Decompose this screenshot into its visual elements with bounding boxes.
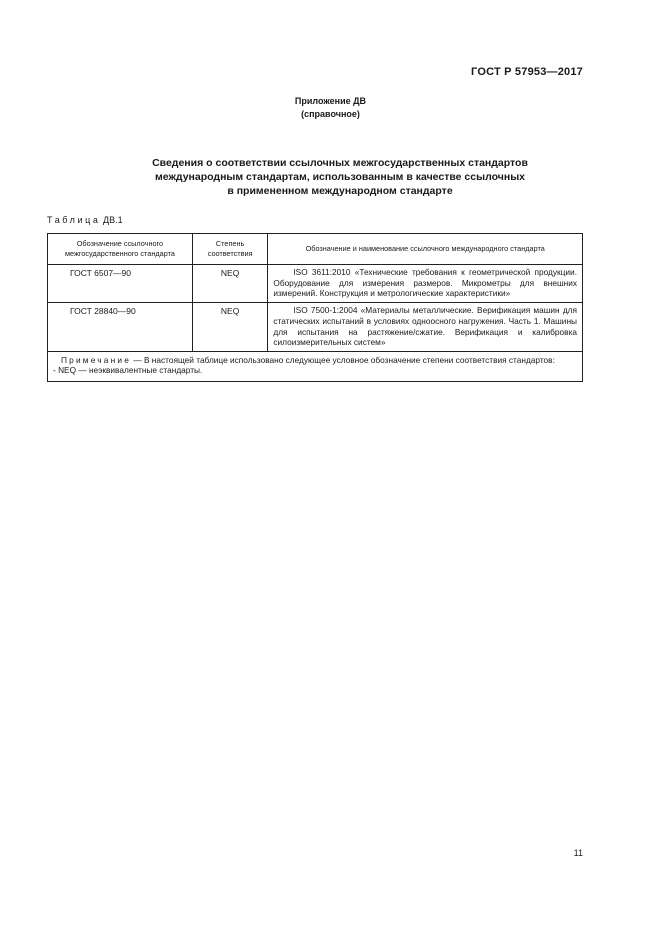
page-number: 11 <box>573 848 583 858</box>
table-header-row <box>48 234 583 265</box>
section-title-line: международным стандартам, использованным в качестве ссылочных <box>154 171 525 183</box>
header-cell-international-standard: Обозначение и наименование ссылочного международного стандарта <box>268 234 583 265</box>
note-dash: — <box>133 354 142 365</box>
cell-standard-code: ГОСТ 6507—90 <box>48 265 193 303</box>
appendix-title: Приложение ДВ <box>294 96 367 106</box>
document-number: ГОСТ Р 57953—2017 <box>471 66 583 78</box>
table-row <box>48 303 583 352</box>
cell-description: ISO 3611:2010 «Технические требования к геометрической продукции. Оборудование для измерения размеров. Микрометры для внешних измерений. Конструкция и метрологические характеристики» <box>268 265 583 303</box>
cell-degree: NEQ <box>192 265 267 303</box>
note-item: - NEQ — неэквивалентные стандарты. <box>53 365 203 376</box>
header-cell-interstate-standard: Обозначение ссылочного межгосударственного стандарта <box>48 234 193 265</box>
table-note-row <box>48 351 583 381</box>
table-note <box>48 351 583 381</box>
cell-degree: NEQ <box>192 303 267 352</box>
appendix-subtitle: (справочное) <box>301 109 360 119</box>
section-title <box>60 156 620 198</box>
header-cell-degree: Степень соответствия <box>192 234 267 265</box>
note-text: В настоящей таблице использовано следующее условное обозначение степени соответствия стандартов: <box>143 354 555 365</box>
standards-table <box>47 233 583 382</box>
table-caption <box>47 215 123 225</box>
note-label: Примечание <box>61 354 132 365</box>
table-caption-prefix: Таблица <box>47 215 101 225</box>
section-title-line: Сведения о соответствии ссылочных межгосударственных стандартов <box>152 157 528 169</box>
cell-standard-code: ГОСТ 28840—90 <box>48 303 193 352</box>
cell-description: ISO 7500-1:2004 «Материалы металлические. Верификация машин для статических испытаний в условиях одноосного нагружения. Часть 1. Машины для испытания на растяжение/сжатие. Верификация и калибровка силоизмерительных систем» <box>268 303 583 352</box>
table-row <box>48 265 583 303</box>
table-caption-id: ДВ.1 <box>103 215 123 225</box>
section-title-line: в примененном международном стандарте <box>227 185 453 197</box>
appendix-heading <box>0 95 661 121</box>
note-paragraph <box>53 355 577 366</box>
